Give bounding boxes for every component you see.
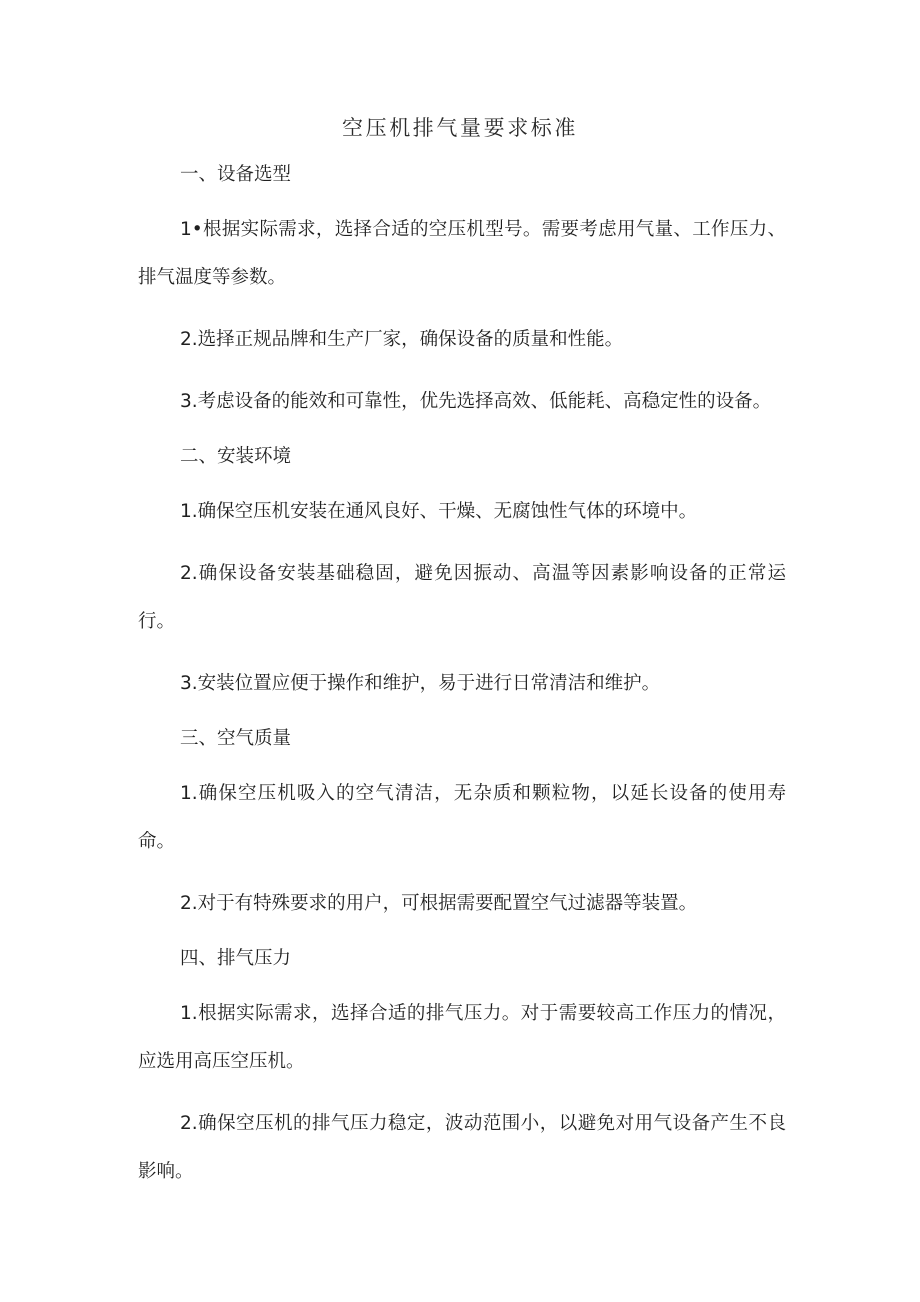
section-installation-environment bbox=[138, 440, 786, 708]
section-paragraph: 1.根据实际需求，选择合适的排气压力。对于需要较高工作压力的情况，应选用高压空压机。 bbox=[138, 1003, 786, 1072]
section-paragraph: 2.对于有特殊要求的用户，可根据需要配置空气过滤器等装置。 bbox=[180, 893, 698, 914]
section-paragraph: 1•根据实际需求，选择合适的空压机型号。需要考虑用气量、工作压力、排气温度等参数。 bbox=[138, 219, 786, 288]
section-paragraph: 3.安装位置应便于操作和维护，易于进行日常清洁和维护。 bbox=[180, 673, 661, 694]
section-heading: 三、空气质量 bbox=[180, 728, 292, 749]
section-paragraph: 2.选择正规品牌和生产厂家，确保设备的质量和性能。 bbox=[180, 329, 624, 350]
section-paragraph: 1.确保空压机安装在通风良好、干燥、无腐蚀性气体的环境中。 bbox=[180, 501, 698, 522]
document-title: 空压机排气量要求标准 bbox=[342, 116, 578, 140]
section-paragraph: 1.确保空压机吸入的空气清洁，无杂质和颗粒物，以延长设备的使用寿命。 bbox=[138, 783, 786, 852]
section-heading: 四、排气压力 bbox=[180, 948, 292, 969]
section-paragraph: 3.考虑设备的能效和可靠性，优先选择高效、低能耗、高稳定性的设备。 bbox=[180, 391, 772, 412]
section-discharge-pressure bbox=[138, 942, 786, 1196]
document-body bbox=[138, 158, 786, 1210]
section-paragraph: 2.确保设备安装基础稳固，避免因振动、高温等因素影响设备的正常运行。 bbox=[138, 563, 786, 632]
section-heading: 一、设备选型 bbox=[180, 164, 292, 185]
section-equipment-selection bbox=[138, 158, 786, 426]
section-heading: 二、安装环境 bbox=[180, 446, 292, 467]
section-air-quality bbox=[138, 722, 786, 928]
section-paragraph: 2.确保空压机的排气压力稳定，波动范围小，以避免对用气设备产生不良影响。 bbox=[138, 1113, 786, 1182]
